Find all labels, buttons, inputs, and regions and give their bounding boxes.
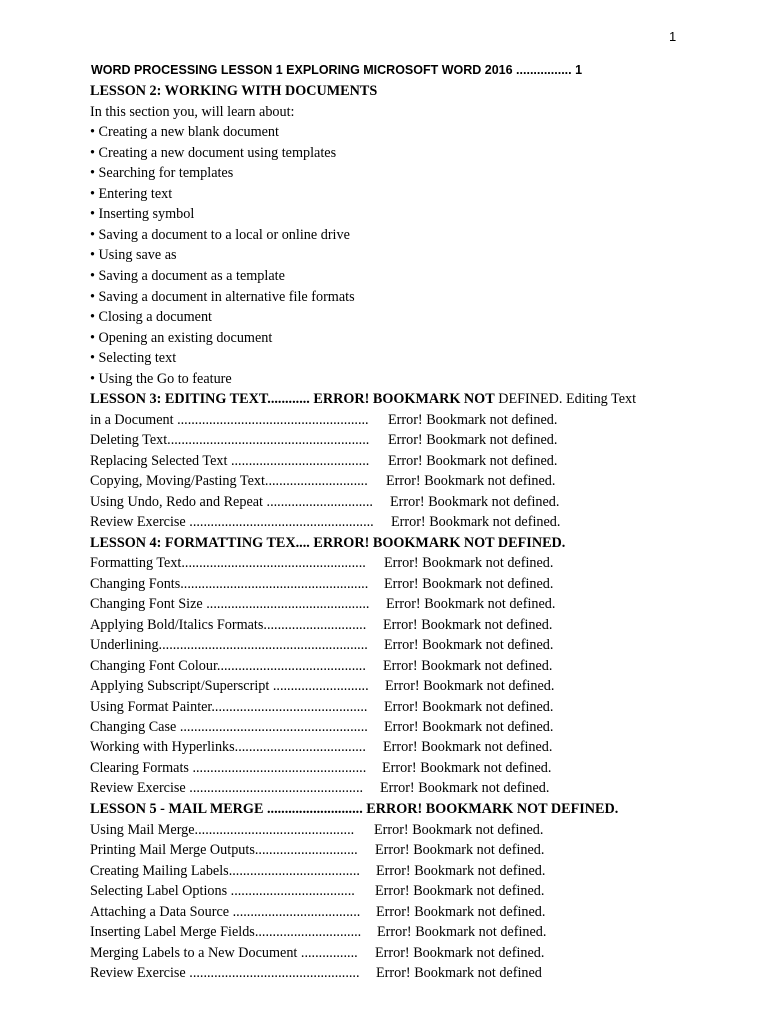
toc-entry-status: Error! Bookmark not defined. — [376, 863, 546, 879]
toc-entry — [90, 697, 553, 717]
toc-entry-title: Review Exercise ................................................. — [90, 780, 364, 796]
toc-entry — [90, 471, 555, 491]
toc-entry — [90, 717, 553, 737]
bullet-item: • Saving a document as a template — [90, 268, 285, 284]
toc-entry — [90, 840, 544, 860]
toc-entry-status: Error! Bookmark not defined. — [384, 637, 554, 653]
toc-entry — [90, 820, 543, 840]
toc-entry-title: Using Format Painter............................................ — [90, 699, 368, 715]
lesson-5-heading: LESSON 5 - MAIL MERGE ........................... ERROR! BOOKMARK NOT DEFINED. — [90, 801, 619, 817]
toc-entry-title: Review Exercise .................................................... — [90, 514, 374, 530]
lesson-2-heading: LESSON 2: WORKING WITH DOCUMENTS — [90, 83, 378, 99]
toc-entry-title: Applying Subscript/Superscript ........................... — [90, 678, 369, 694]
toc-entry-title: Working with Hyperlinks..................................... — [90, 739, 366, 755]
lesson-3-heading-rest: DEFINED. Editing Text — [494, 391, 637, 407]
bullet-item: • Saving a document to a local or online drive — [90, 227, 350, 243]
toc-entry-title: Changing Fonts..................................................... — [90, 576, 369, 592]
toc-entry — [90, 492, 559, 512]
toc-entry — [90, 902, 545, 922]
bullet-item: • Creating a new document using templates — [90, 145, 337, 161]
toc-entry-status: Error! Bookmark not defined. — [375, 883, 545, 899]
toc-entry-title: Attaching a Data Source .................................... — [90, 904, 361, 920]
toc-entry — [90, 615, 552, 635]
toc-entry-title: Applying Bold/Italics Formats............................. — [90, 617, 367, 633]
toc-entry-title: Using Undo, Redo and Repeat .............................. — [90, 494, 373, 510]
toc-entry — [90, 451, 557, 471]
toc-entry-status: Error! Bookmark not defined. — [384, 699, 554, 715]
bullet-item: • Opening an existing document — [90, 330, 273, 346]
bullet-item: • Creating a new blank document — [90, 124, 279, 140]
toc-entry-status: Error! Bookmark not defined. — [375, 842, 545, 858]
toc-entry-status: Error! Bookmark not defined. — [383, 739, 553, 755]
toc-entry-title: Formatting Text.................................................... — [90, 555, 366, 571]
toc-entry-status: Error! Bookmark not defined. — [376, 904, 546, 920]
toc-entry-title: Creating Mailing Labels..................................... — [90, 863, 360, 879]
toc-entry — [90, 635, 553, 655]
toc-entry — [90, 881, 544, 901]
toc-entry-status: Error! Bookmark not defined. — [391, 514, 561, 530]
toc-entry — [90, 922, 546, 942]
bullet-item: • Selecting text — [90, 350, 177, 366]
page-number: 1 — [669, 29, 677, 44]
toc-entry-title: Merging Labels to a New Document ................ — [90, 945, 358, 961]
bullet-item: • Using the Go to feature — [90, 371, 232, 387]
toc-entry-title: Printing Mail Merge Outputs............................. — [90, 842, 358, 858]
toc-heading-lesson-1: WORD PROCESSING LESSON 1 EXPLORING MICROSOFT WORD 2016 ................ 1 — [91, 63, 583, 77]
toc-entry-status: Error! Bookmark not defined. — [388, 453, 558, 469]
toc-entry-title: Using Mail Merge............................................. — [90, 822, 355, 838]
toc-entry-status: Error! Bookmark not defined. — [386, 596, 556, 612]
bullet-item: • Closing a document — [90, 309, 213, 325]
toc-entry-status: Error! Bookmark not defined. — [382, 760, 552, 776]
toc-entry — [90, 656, 552, 676]
toc-entry — [90, 512, 560, 532]
toc-entry — [90, 594, 555, 614]
toc-entry-title: Review Exercise ................................................ — [90, 965, 360, 981]
toc-entry-title: Inserting Label Merge Fields.............................. — [90, 924, 362, 940]
toc-entry-title: Replacing Selected Text ....................................... — [90, 453, 370, 469]
toc-entry — [90, 430, 557, 450]
toc-entry — [90, 410, 557, 430]
toc-entry-status: Error! Bookmark not defined. — [388, 412, 558, 428]
toc-entry-status: Error! Bookmark not defined — [376, 965, 542, 981]
toc-entry — [90, 861, 545, 881]
toc-entry-title: Clearing Formats ................................................. — [90, 760, 367, 776]
toc-entry-status: Error! Bookmark not defined. — [377, 924, 547, 940]
toc-entry — [90, 963, 542, 983]
bullet-item: • Saving a document in alternative file formats — [90, 289, 355, 305]
bullet-item: • Using save as — [90, 247, 177, 263]
toc-entry-status: Error! Bookmark not defined. — [388, 432, 558, 448]
toc-entry — [90, 676, 554, 696]
toc-entry-title: Copying, Moving/Pasting Text............................. — [90, 473, 368, 489]
lesson-4-heading: LESSON 4: FORMATTING TEX.... ERROR! BOOKMARK NOT DEFINED. — [90, 535, 566, 551]
toc-entry-title: Underlining........................................................... — [90, 637, 368, 653]
toc-entry — [90, 943, 544, 963]
toc-entry-title: in a Document ...................................................... — [90, 412, 369, 428]
bullet-item: • Searching for templates — [90, 165, 234, 181]
toc-entry-status: Error! Bookmark not defined. — [386, 473, 556, 489]
toc-entry — [90, 778, 549, 798]
toc-entry-status: Error! Bookmark not defined. — [384, 719, 554, 735]
toc-entry-status: Error! Bookmark not defined. — [383, 658, 553, 674]
toc-entry-title: Changing Case ..................................................... — [90, 719, 368, 735]
toc-entry-status: Error! Bookmark not defined. — [385, 678, 555, 694]
toc-entry-status: Error! Bookmark not defined. — [380, 780, 550, 796]
toc-entry-title: Deleting Text......................................................... — [90, 432, 370, 448]
toc-entry-status: Error! Bookmark not defined. — [374, 822, 544, 838]
toc-entry — [90, 574, 553, 594]
toc-entry — [90, 553, 553, 573]
toc-entry-status: Error! Bookmark not defined. — [383, 617, 553, 633]
toc-entry-status: Error! Bookmark not defined. — [384, 555, 554, 571]
lesson-2-intro: In this section you, will learn about: — [90, 104, 295, 120]
toc-entry-status: Error! Bookmark not defined. — [375, 945, 545, 961]
toc-entry — [90, 737, 552, 757]
lesson-3-heading — [90, 389, 636, 409]
toc-entry-status: Error! Bookmark not defined. — [390, 494, 560, 510]
bullet-item: • Entering text — [90, 186, 173, 202]
bullet-item: • Inserting symbol — [90, 206, 195, 222]
lesson-3-heading-bold: LESSON 3: EDITING TEXT............ ERROR! BOOKMARK NOT — [90, 391, 495, 407]
toc-entry — [90, 758, 551, 778]
toc-entry-title: Changing Font Size .............................................. — [90, 596, 370, 612]
toc-entry-title: Selecting Label Options ................................... — [90, 883, 355, 899]
toc-entry-status: Error! Bookmark not defined. — [384, 576, 554, 592]
toc-entry-title: Changing Font Colour.......................................... — [90, 658, 366, 674]
